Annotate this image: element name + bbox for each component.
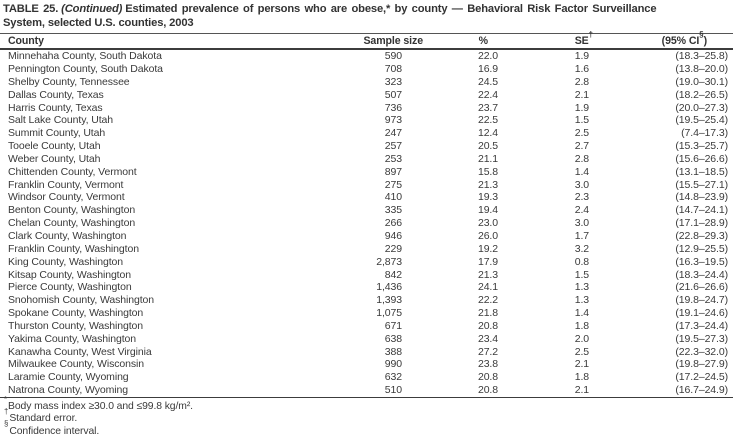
cell-sample: 736 (384, 101, 402, 114)
cell-ci: (15.3–25.7) (675, 140, 728, 153)
cell-se: 1.7 (574, 230, 589, 242)
cell-county: Thurston County, Washington (8, 319, 144, 332)
cell-ci: (17.3–24.4) (675, 319, 728, 332)
cell-sample: 842 (384, 268, 402, 281)
cell-ci: (7.4–17.3) (681, 127, 728, 140)
table-row (0, 49, 733, 63)
footnote (4, 394, 730, 413)
cell-se: 2.1 (574, 358, 589, 371)
table-row (0, 153, 733, 166)
cell-ci: (19.0–30.1) (675, 75, 728, 88)
cell-se: 3.0 (574, 217, 589, 230)
cell-ci: (21.6–26.6) (675, 281, 728, 294)
cell-pct: 22.0 (477, 50, 498, 63)
footnote-marker: † (4, 406, 9, 416)
cell-ci: (20.0–27.3) (675, 101, 728, 114)
cell-pct: 26.0 (477, 230, 498, 242)
table-row (0, 230, 733, 243)
cell-pct: 27.2 (477, 345, 498, 358)
cell-ci: (19.8–27.9) (675, 358, 728, 371)
cell-pct: 16.9 (477, 63, 498, 76)
table-row (0, 114, 733, 127)
cell-pct: 22.4 (477, 88, 498, 101)
cell-sample: 946 (384, 230, 402, 242)
table-row (0, 358, 733, 371)
cell-pct: 23.0 (477, 217, 498, 230)
cell-se: 1.4 (574, 165, 589, 178)
cell-county: Laramie County, Wyoming (8, 371, 129, 384)
cell-se: 1.9 (574, 50, 589, 63)
cell-pct: 21.3 (477, 268, 498, 281)
cell-sample: 335 (384, 204, 402, 217)
cell-county: Kitsap County, Washington (8, 268, 131, 281)
cell-sample: 632 (384, 371, 402, 384)
cell-pct: 22.5 (477, 114, 498, 127)
cell-county: Harris County, Texas (8, 101, 103, 114)
cell-se: 1.4 (574, 307, 589, 320)
table-row (0, 294, 733, 307)
cell-sample: 253 (384, 152, 402, 165)
table-row (0, 320, 733, 333)
cell-county: Dallas County, Texas (8, 88, 104, 101)
cell-sample: 229 (384, 242, 402, 255)
prevalence-table (0, 29, 733, 398)
cell-se: 2.1 (574, 88, 589, 101)
table-row (0, 191, 733, 204)
table-row (0, 76, 733, 89)
cell-se: 2.8 (574, 75, 589, 88)
cell-pct: 20.8 (477, 319, 498, 332)
table-row (0, 307, 733, 320)
cell-county: Summit County, Utah (8, 127, 106, 140)
cell-sample: 275 (384, 178, 402, 191)
cell-county: Chelan County, Washington (8, 217, 136, 230)
cell-se: 1.9 (574, 101, 589, 114)
cell-pct: 23.7 (477, 101, 498, 114)
cell-pct: 24.1 (477, 281, 498, 294)
cell-ci: (19.1–24.6) (675, 307, 728, 320)
cell-pct: 21.1 (477, 152, 498, 165)
table-title (0, 2, 733, 34)
cell-pct: 24.5 (477, 75, 498, 88)
cell-se: 2.5 (574, 127, 589, 140)
table-row (0, 127, 733, 140)
cell-se: 1.3 (574, 281, 589, 294)
cell-pct: 21.8 (477, 307, 498, 320)
cell-ci: (14.8–23.9) (675, 191, 728, 204)
cell-ci: (16.7–24.9) (675, 384, 728, 397)
column-header-se: SE† (505, 34, 600, 49)
footnote-text: Confidence interval. (9, 425, 100, 437)
cell-sample: 266 (384, 217, 402, 230)
cell-ci: (18.2–26.5) (675, 88, 728, 101)
cell-county: Franklin County, Vermont (8, 178, 124, 191)
table-title-line1: Estimated prevalence of persons who are obese,* by county — Behavioral Risk Factor Surveillance (125, 3, 657, 15)
cell-pct: 19.4 (477, 204, 498, 217)
superscript-marker: † (588, 29, 593, 39)
cell-pct: 19.2 (477, 242, 498, 255)
table-header-row (0, 34, 733, 49)
cell-pct: 12.4 (477, 127, 498, 140)
table-row (0, 140, 733, 153)
table-row (0, 269, 733, 282)
cell-sample: 257 (384, 140, 402, 153)
cell-ci: (13.8–20.0) (675, 63, 728, 76)
table-row (0, 204, 733, 217)
cell-pct: 19.3 (477, 191, 498, 204)
cell-pct: 15.8 (477, 165, 498, 178)
cell-sample: 247 (384, 127, 402, 140)
cell-ci: (13.1–18.5) (675, 165, 728, 178)
cell-se: 1.5 (574, 114, 589, 127)
footnote-marker: § (4, 419, 9, 429)
cell-county: Benton County, Washington (8, 204, 136, 217)
cell-county: King County, Washington (8, 255, 124, 268)
cell-ci: (15.5–27.1) (675, 178, 728, 191)
cell-ci: (16.3–19.5) (675, 255, 728, 268)
superscript-marker: § (699, 29, 704, 39)
cell-ci: (19.8–24.7) (675, 294, 728, 307)
cell-county: Kanawha County, West Virginia (8, 345, 152, 358)
cell-sample: 2,873 (376, 255, 402, 268)
cell-sample: 410 (384, 191, 402, 204)
footnotes (0, 394, 733, 438)
cell-se: 1.3 (574, 294, 589, 307)
table-row (0, 243, 733, 256)
footnote-text: Body mass index ≥30.0 and ≤99.8 kg/m². (8, 400, 193, 412)
cell-sample: 323 (384, 75, 402, 88)
cell-ci: (15.6–26.6) (675, 152, 728, 165)
cell-pct: 21.3 (477, 178, 498, 191)
cell-se: 2.5 (574, 345, 589, 358)
cell-county: Yakima County, Washington (8, 332, 137, 345)
cell-sample: 510 (384, 384, 402, 397)
column-header-sample: Sample size (345, 34, 430, 49)
table-row (0, 384, 733, 397)
cell-se: 1.8 (574, 371, 589, 384)
table-body (0, 49, 733, 397)
cell-sample: 638 (384, 332, 402, 345)
cell-ci: (18.3–25.8) (675, 50, 728, 63)
column-header-ci: (95% CI§) (600, 34, 733, 49)
column-header-pct: % (430, 34, 505, 49)
cell-pct: 23.8 (477, 358, 498, 371)
cell-ci: (18.3–24.4) (675, 268, 728, 281)
cell-sample: 1,436 (376, 281, 402, 294)
table-row (0, 281, 733, 294)
table-row (0, 256, 733, 269)
cell-sample: 388 (384, 345, 402, 358)
cell-sample: 1,393 (376, 294, 402, 307)
cell-sample: 897 (384, 165, 402, 178)
column-header-county: County (0, 34, 345, 49)
table-row (0, 102, 733, 115)
table-row (0, 333, 733, 346)
cell-pct: 20.8 (477, 384, 498, 397)
table-row (0, 346, 733, 359)
table-title-continued: (Continued) (61, 3, 123, 15)
cell-sample: 1,075 (376, 307, 402, 320)
cell-pct: 17.9 (477, 255, 498, 268)
cell-ci: (17.1–28.9) (675, 217, 728, 230)
table-row (0, 63, 733, 76)
cell-se: 1.6 (574, 63, 589, 76)
cell-se: 3.0 (574, 178, 589, 191)
cell-county: Milwaukee County, Wisconsin (8, 358, 144, 371)
cell-county: Franklin County, Washington (8, 242, 139, 255)
cell-ci: (17.2–24.5) (675, 371, 728, 384)
cell-ci: (14.7–24.1) (675, 204, 728, 217)
cell-ci: (22.3–32.0) (675, 345, 728, 358)
table-title-prefix: TABLE 25. (3, 3, 59, 15)
cell-se: 2.0 (574, 332, 589, 345)
table-title-line2: System, selected U.S. counties, 2003 (3, 16, 194, 29)
table-row (0, 179, 733, 192)
cell-se: 2.7 (574, 140, 589, 153)
cell-pct: 20.5 (477, 140, 498, 153)
cell-county: Snohomish County, Washington (8, 294, 155, 307)
cell-se: 0.8 (574, 255, 589, 268)
table-row (0, 371, 733, 384)
cell-se: 2.4 (574, 204, 589, 217)
table-row (0, 217, 733, 230)
cell-sample: 671 (384, 319, 402, 332)
cell-county: Minnehaha County, South Dakota (8, 50, 162, 63)
cell-county: Natrona County, Wyoming (8, 384, 128, 397)
cell-county: Windsor County, Vermont (8, 191, 125, 204)
cell-se: 3.2 (574, 242, 589, 255)
cell-se: 2.1 (574, 384, 589, 397)
footnote-text: Standard error. (9, 413, 78, 425)
cell-county: Weber County, Utah (8, 152, 101, 165)
cell-sample: 507 (384, 88, 402, 101)
cell-se: 1.8 (574, 319, 589, 332)
cell-ci: (19.5–25.4) (675, 114, 728, 127)
cell-se: 2.8 (574, 152, 589, 165)
cell-sample: 590 (384, 50, 402, 63)
footnote-marker: * (4, 394, 8, 404)
cell-county: Chittenden County, Vermont (8, 165, 137, 178)
cell-pct: 23.4 (477, 332, 498, 345)
cell-se: 1.5 (574, 268, 589, 281)
table-row (0, 89, 733, 102)
cell-county: Pierce County, Washington (8, 281, 132, 294)
cell-county: Shelby County, Tennessee (8, 75, 130, 88)
cell-ci: (19.5–27.3) (675, 332, 728, 345)
cell-sample: 708 (384, 63, 402, 76)
cell-ci: (22.8–29.3) (675, 230, 728, 242)
cell-ci: (12.9–25.5) (675, 242, 728, 255)
table-row (0, 166, 733, 179)
cell-sample: 973 (384, 114, 402, 127)
cell-county: Tooele County, Utah (8, 140, 101, 153)
cell-county: Clark County, Washington (8, 230, 127, 242)
cell-county: Spokane County, Washington (8, 307, 144, 320)
cell-sample: 990 (384, 358, 402, 371)
cell-county: Salt Lake County, Utah (8, 114, 113, 127)
cell-county: Pennington County, South Dakota (8, 63, 163, 76)
cell-pct: 20.8 (477, 371, 498, 384)
cell-se: 2.3 (574, 191, 589, 204)
cell-pct: 22.2 (477, 294, 498, 307)
